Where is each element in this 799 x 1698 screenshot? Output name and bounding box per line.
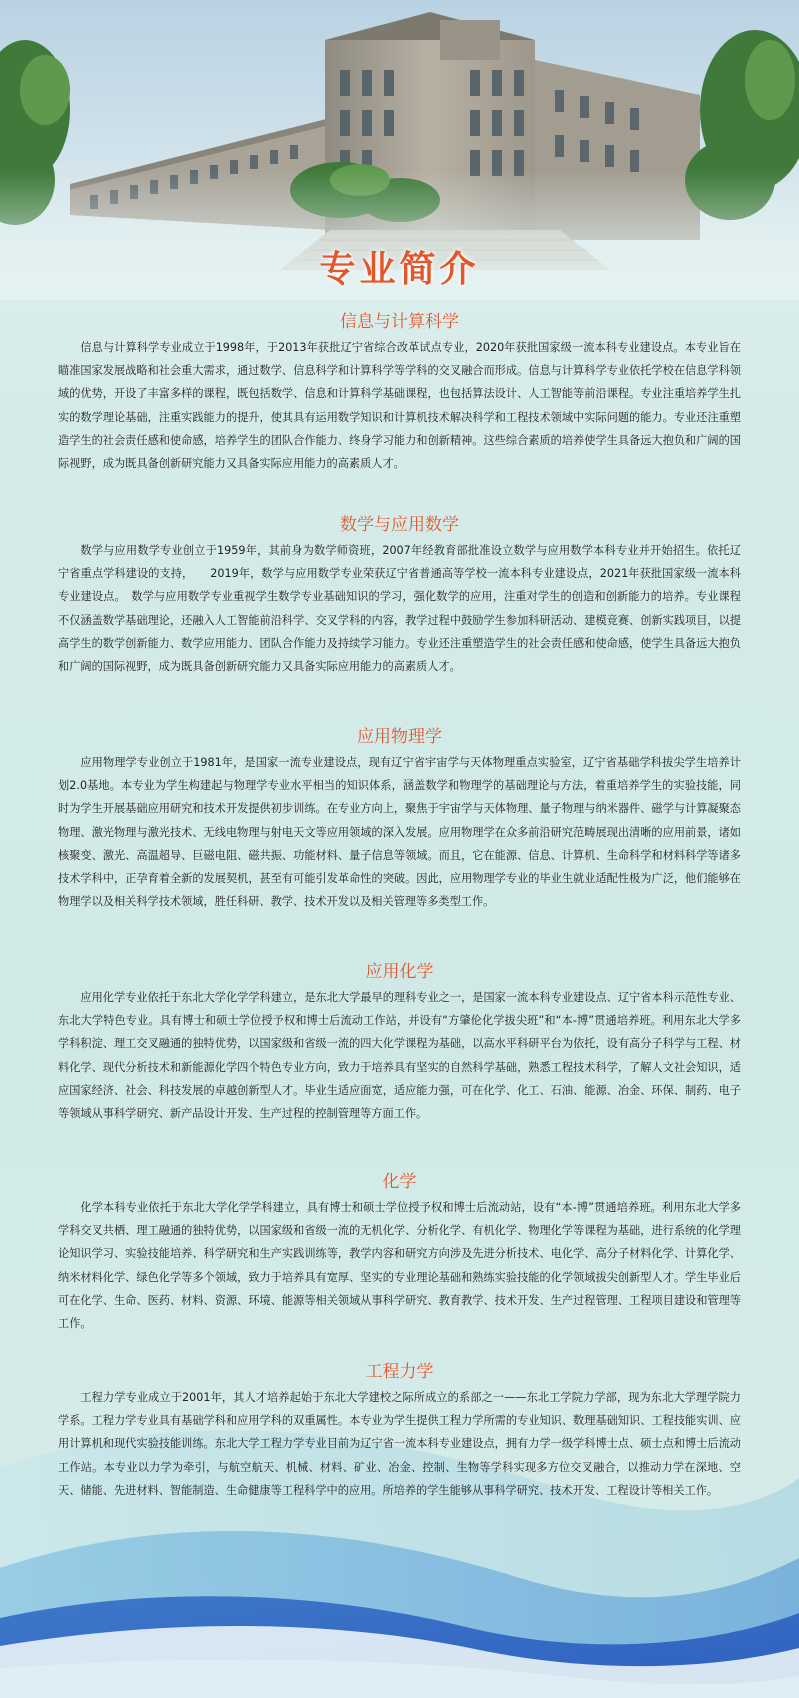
section-mathematics-applied-mathematics: [58, 513, 741, 678]
section-body: 工程力学专业成立于2001年，其人才培养起始于东北大学建校之际所成立的系部之一——东北工学院力学部，现为东北大学理学院力学系。工程力学专业具有基础学科和应用学科的双重属性。本专业为学生提供工程力学所需的专业知识、数理基础知识、工程技能实训、应用计算机和现代实验技能训练。东北大学工程力学专业目前为辽宁省一流本科专业建设点，拥有力学一级学科博士点、硕士点和博士后流动工作站。本专业以力学为牵引，与航空航天、机械、材料、矿业、冶金、控制、生物等学科实现多方位交叉融合，以推动力学在深地、空天、储能、先进材料、智能制造、生命健康等工程科学中的应用。所培养的学生能够从事科学研究、技术开发、工程设计等相关工作。: [58, 1391, 741, 1497]
section-body: 应用化学专业依托于东北大学化学学科建立，是东北大学最早的理科专业之一，是国家一流本科专业建设点、辽宁省本科示范性专业、东北大学特色专业。具有博士和硕士学位授予权和博士后流动工作站，并设有“方肇伦化学拔尖班”和“本-博”贯通培养班。利用东北大学多学科积淀、理工交叉融通的独特优势，以国家级和省级一流的四大化学课程为基础，以高水平科研平台为依托，设有高分子科学与工程、材料化学、现代分析技术和新能源化学四个特色专业方向，致力于培养具有坚实的自然科学基础，熟悉工程技术科学，了解人文社会知识，适应国家经济、社会、科技发展的卓越创新型人才。毕业生适应面宽，适应能力强，可在化学、化工、石油、能源、冶金、环保、制药、电子等领域从事科学研究、新产品设计开发、生产过程的控制管理等方面工作。: [58, 991, 741, 1121]
section-title: 工程力学: [365, 1362, 434, 1382]
section-applied-chemistry: [58, 960, 741, 1125]
page-title: 专业简介: [319, 249, 480, 290]
section-applied-physics: [58, 725, 741, 913]
section-body: 化学本科专业依托于东北大学化学学科建立，具有博士和硕士学位授予权和博士后流动站，设有“本-博”贯通培养班。利用东北大学多学科交叉共栖、理工融通的独特优势，以国家级和省级一流的无机化学、分析化学、有机化学、物理化学等课程为基础，进行系统的化学理论知识学习、实验技能培养、科学研究和生产实践训练等，教学内容和研究方向涉及先进分析技术、电化学、高分子材料化学、计算化学、纳米材料化学、绿色化学等多个领域，致力于培养具有宽厚、坚实的专业理论基础和熟练实验技能的化学领域拔尖创新型人才。学生毕业后可在化学、生命、医药、材料、资源、环境、能源等相关领域从事科学研究、教育教学、技术开发、生产过程管理、工程项目建设和管理等工作。: [58, 1201, 741, 1331]
section-body: 应用物理学专业创立于1981年，是国家一流专业建设点，现有辽宁省宇宙学与天体物理重点实验室，辽宁省基础学科拔尖学生培养计划2.0基地。本专业为学生构建起与物理学专业水平相当的知识体系，涵盖数学和物理学的基础理论与方法，着重培养学生的实验技能，同时为学生开展基础应用研究和技术开发提供初步训练。在专业方向上，聚焦于宇宙学与天体物理、量子物理与纳米器件、磁学与计算凝聚态物理、激光物理与激光技术、无线电物理与射电天文等应用领域的深入发展。应用物理学在众多前沿研究范畴展现出清晰的应用前景，诸如核聚变、激光、高温超导、巨磁电阻、磁共振、功能材料、量子信息等领域。而且，它在能源、信息、计算机、生命科学和材料科学等诸多技术学科中，正孕育着全新的发展契机，甚至有可能引发革命性的突破。因此，应用物理学专业的毕业生就业适配性极为广泛，他们能够在物理学以及相关科学技术领域，胜任科研、教学、技术开发以及相关管理等多类型工作。: [58, 756, 741, 909]
section-title: 数学与应用数学: [340, 515, 459, 535]
section-chemistry: [58, 1170, 741, 1335]
section-engineering-mechanics: [58, 1360, 741, 1502]
section-information-computing-science: [58, 310, 741, 475]
section-title: 应用化学: [365, 962, 434, 982]
section-body: 信息与计算科学专业成立于1998年，于2013年获批辽宁省综合改革试点专业，2020年获批国家级一流本科专业建设点。本专业旨在瞄准国家发展战略和社会重大需求，通过数学、信息科学和计算科学等学科的交叉融合而形成。信息与计算科学专业依托学校在信息学科领域的优势，开设了丰富多样的课程，既包括数学、信息和计算科学基础课程，也包括算法设计、人工智能等前沿课程。专业注重培养学生扎实的数学理论基础，注重实践能力的提升，使其具有运用数学知识和计算机技术解决科学和工程技术领域中实际问题的能力。专业还注重塑造学生的社会责任感和使命感，培养学生的团队合作能力、终身学习能力和创新精神。这些综合素质的培养使学生具备远大抱负和广阔的国际视野，成为既具备创新研究能力又具备实际应用能力的高素质人才。: [58, 341, 741, 471]
section-title: 应用物理学: [357, 727, 442, 747]
section-title: 化学: [382, 1172, 417, 1192]
section-body: 数学与应用数学专业创立于1959年，其前身为数学师资班，2007年经教育部批准设立数学与应用数学本科专业并开始招生。依托辽宁省重点学科建设的支持， 2019年，数学与应用数学专业荣获辽宁省普通高等学校一流本科专业建设点，2021年获批国家级一流本科专业建设点。 数学与应用数学专业重视学生数学专业基础知识的学习，强化数学的应用，注重对学生的创造和创新能力的培养。专业课程不仅涵盖数学基础理论，还融入人工智能前沿科学、交叉学科的内容，教学过程中鼓励学生参加科研活动、建模竞赛、创新实践项目，以提高学生的数学创新能力、数学应用能力、团队合作能力及持续学习能力。专业还注重塑造学生的社会责任感和使命感，使学生具备远大抱负和广阔的国际视野，成为既具备创新研究能力又具备实际应用能力的高素质人才。: [58, 544, 741, 674]
section-title: 信息与计算科学: [340, 312, 459, 332]
